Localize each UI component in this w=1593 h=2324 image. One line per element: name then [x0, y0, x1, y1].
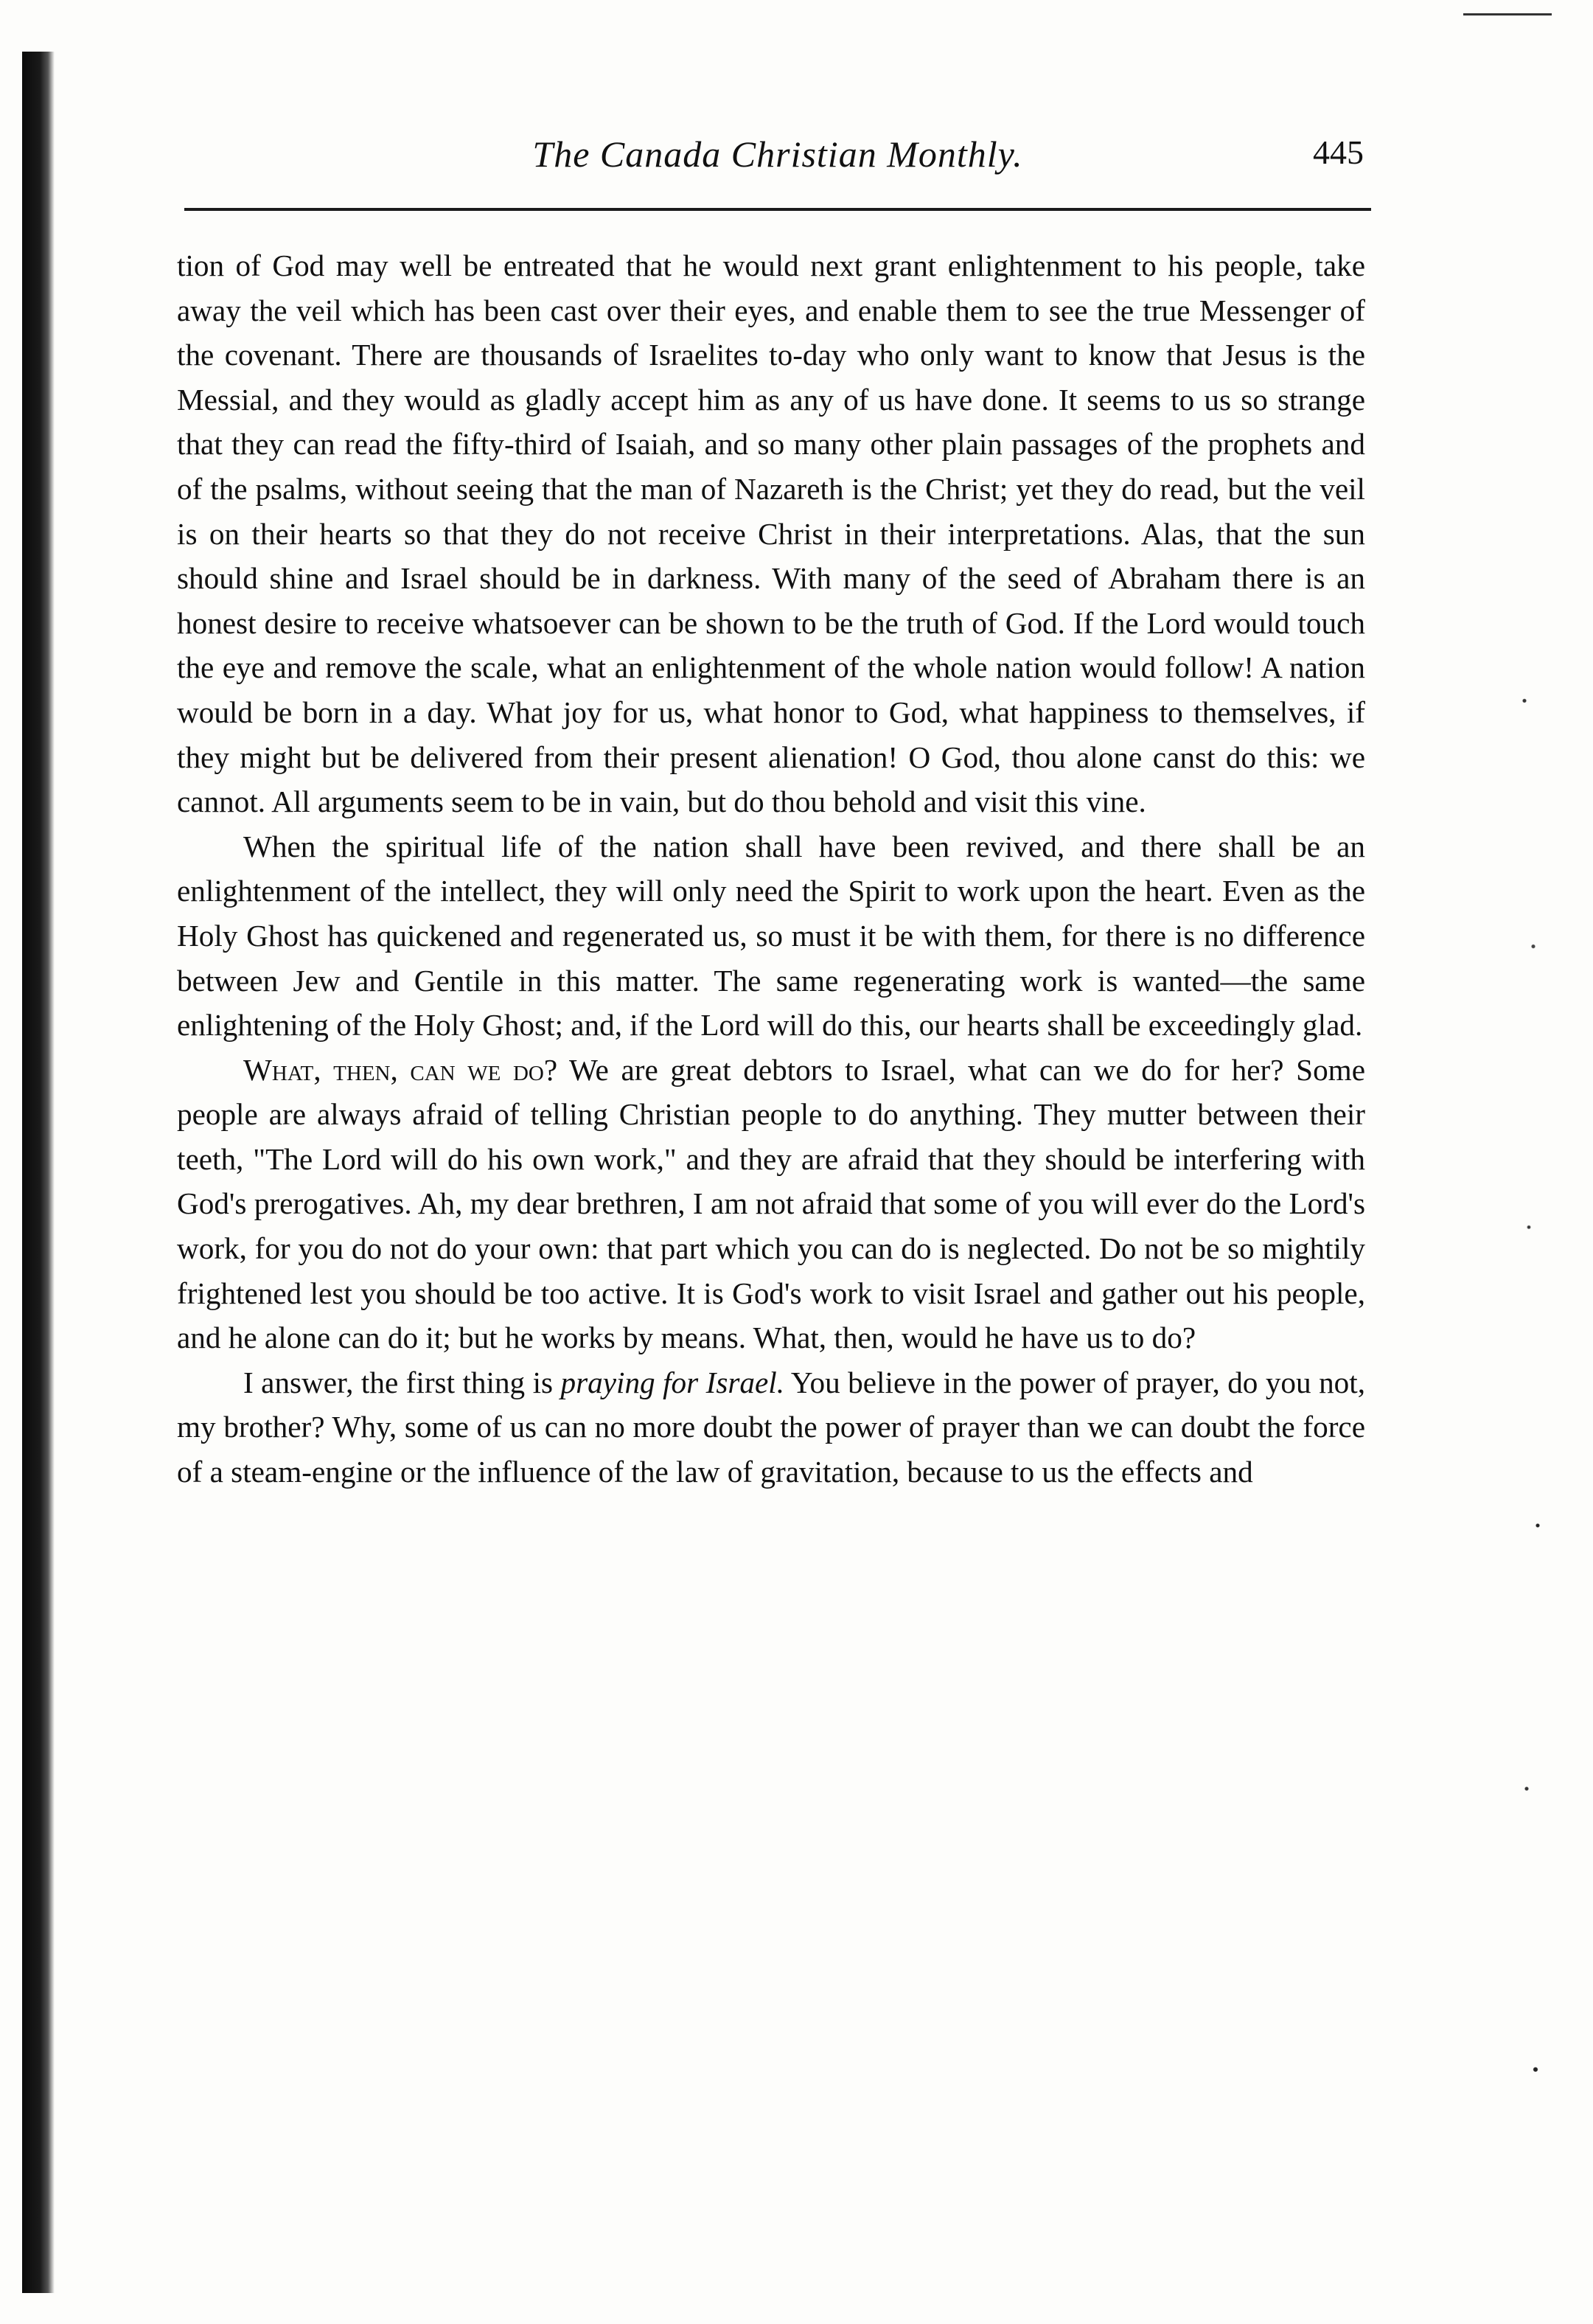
- page-edge-specks: [1511, 560, 1555, 2315]
- paragraph-2: When the spiritual life of the nation shall have been revived, and there shall be an enlightenment of the intellect, they will only need the Spirit to work upon the heart. Even as the Holy Ghost has quickened and regenerated us, so must it be with them, for there is no difference between Jew and Gentile in this matter. The same regenerating work is wanted—the same enlightening of the Holy Ghost; and, if the Lord will do this, our hearts shall be exceedingly glad.: [177, 829, 1365, 1043]
- article-body: [177, 243, 1365, 1495]
- paragraph-4-after: You believe in the power of prayer, do you not, my brother? Why, some of us can no more doubt the power of prayer than we can doubt the force of a steam-engine or the influence of the law of gravitation, because to us the effects and: [177, 1365, 1366, 1489]
- page-number: 445: [1313, 133, 1364, 171]
- paragraph-3-lead: What, then, can we do?: [243, 1052, 558, 1087]
- page-header: [192, 133, 1364, 199]
- paragraph-4-emphasis: praying for Israel.: [560, 1365, 784, 1399]
- paragraph-4-before: I answer, the first thing is: [243, 1365, 561, 1399]
- corner-rule: [1463, 13, 1552, 15]
- paragraph-4: [177, 1360, 1365, 1495]
- running-title: The Canada Christian Monthly.: [532, 133, 1023, 175]
- header-rule: [184, 208, 1371, 211]
- paragraph-1: tion of God may well be entreated that he would next grant enlightenment to his people, take away the veil which has been cast over their eyes, and enable them to see the true Messenger of the covenant. There are thousands of Israelites to-day who only want to know that Jesus is the Messial, and they would as gladly accept him as any of us have done. It seems to us so strange that they can read the fifty-third of Isaiah, and so many other plain passages of the prophets and of the psalms, without seeing that the man of Nazareth is the Christ; yet they do read, but the veil is on their hearts so that they do not receive Christ in their interpretations. Alas, that the sun should shine and Israel should be in darkness. With many of the seed of Abraham there is an honest desire to receive whatsoever can be shown to be the truth of God. If the Lord would touch the eye and remove the scale, what an enlightenment of the whole nation would follow! A nation would be born in a day. What joy for us, what honor to God, what happiness to themselves, if they might but be delivered from their present alienation! O God, thou alone canst do this: we cannot. All arguments seem to be in vain, but do thou behold and visit this vine.: [177, 248, 1365, 819]
- binding-shadow: [22, 52, 55, 2293]
- paragraph-3-text: We are great debtors to Israel, what can we do for her? Some people are always afraid of telling Christian people to do anything. They mutter between their teeth, "The Lord will do his own work," and they are afraid that they should be interfering with God's prerogatives. Ah, my dear brethren, I am not afraid that some of you will ever do the Lord's work, for you do not do your own: that part which you can do is neglected. Do not be so mightily frightened lest you should be too active. It is God's work to visit Israel and gather out his people, and he alone can do it; but he works by means. What, then, would he have us to do?: [177, 1052, 1365, 1355]
- paragraph-3: [177, 1048, 1365, 1360]
